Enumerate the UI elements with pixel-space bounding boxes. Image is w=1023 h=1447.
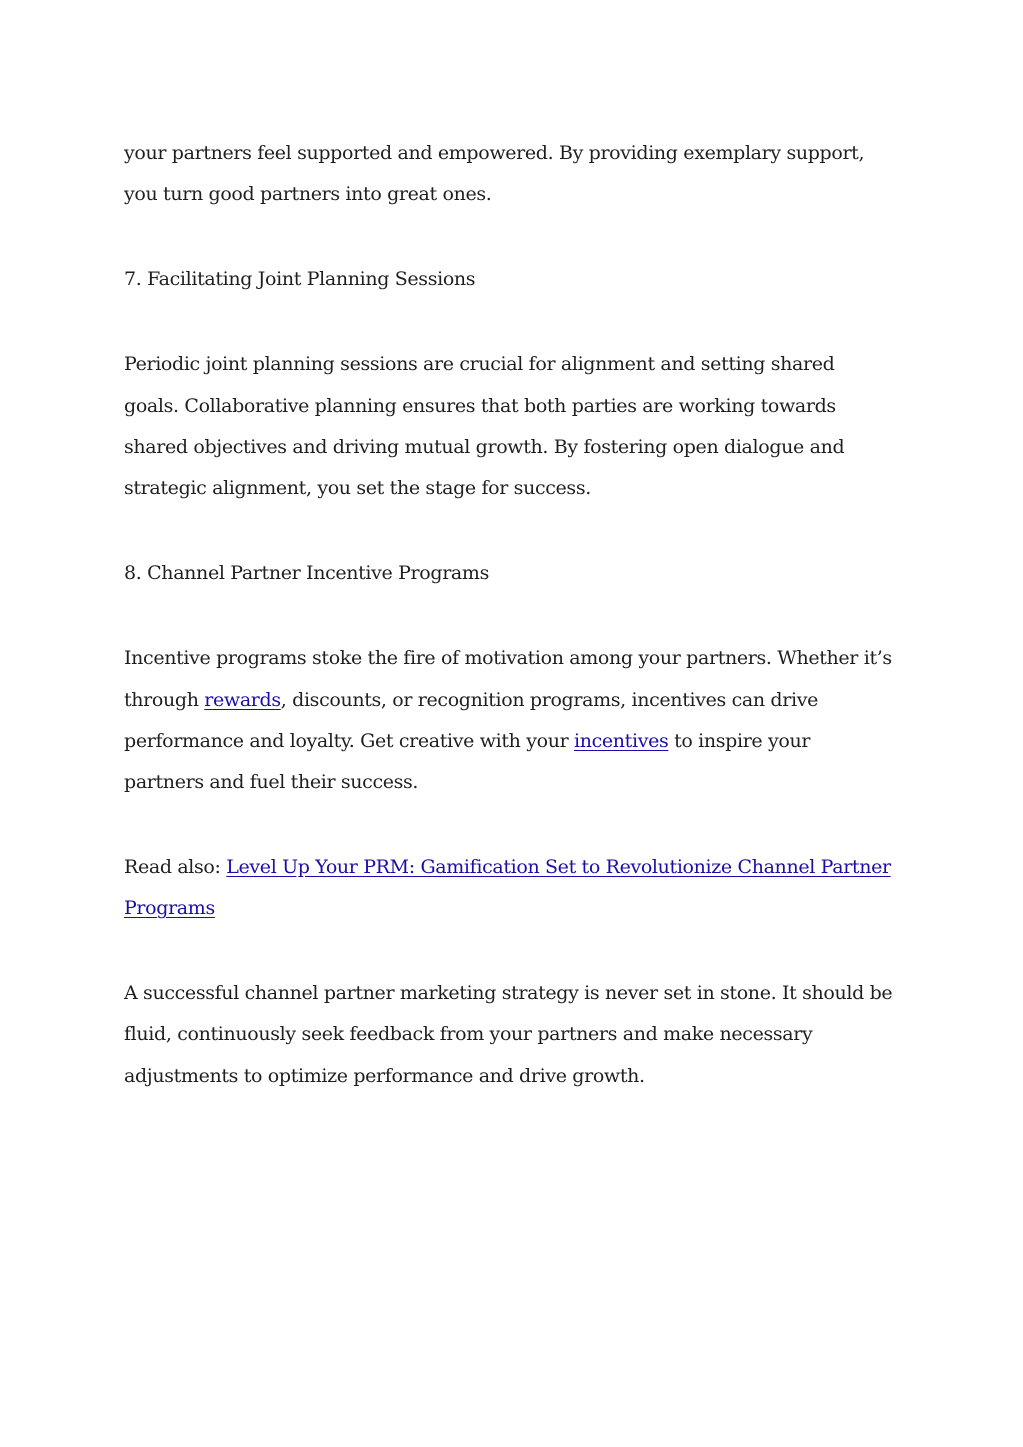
section-heading-joint-planning: 7. Facilitating Joint Planning Sessions	[124, 268, 476, 291]
article-body	[124, 133, 894, 1141]
read-also-line	[124, 847, 894, 930]
paragraph-incentive-programs	[124, 638, 894, 803]
paragraph-joint-planning: Periodic joint planning sessions are crucial for alignment and setting shared goals. Collaborative planning ensures that both parties are working towards shared objectives and driving mutual growth. By fostering open dialogue and strategic alignment, you set the stage for success.	[124, 353, 845, 500]
incentives-link[interactable]: incentives	[574, 729, 669, 752]
rewards-link[interactable]: rewards	[204, 688, 281, 711]
paragraph-support: your partners feel supported and empowered. By providing exemplary support, you turn good partners into great ones.	[124, 142, 865, 206]
paragraph-conclusion: A successful channel partner marketing strategy is never set in stone. It should be fluid, continuously seek feedback from your partners and make necessary adjustments to optimize performance and drive growth.	[124, 982, 893, 1087]
read-also-link[interactable]: Level Up Your PRM: Gamification Set to Revolutionize Channel Partner Programs	[124, 856, 891, 920]
incentive-text-part2: , discounts, or recognition programs, incentives can drive performance and loyalty. Get creative with your	[124, 688, 818, 752]
section-heading-incentive-programs: 8. Channel Partner Incentive Programs	[124, 562, 489, 585]
incentive-text-part1: Incentive programs stoke the fire of motivation among your partners. Whether it’s through	[124, 647, 892, 711]
read-also-prefix: Read also:	[124, 856, 227, 879]
incentive-text-part3: to inspire your partners and fuel their success.	[124, 729, 811, 794]
